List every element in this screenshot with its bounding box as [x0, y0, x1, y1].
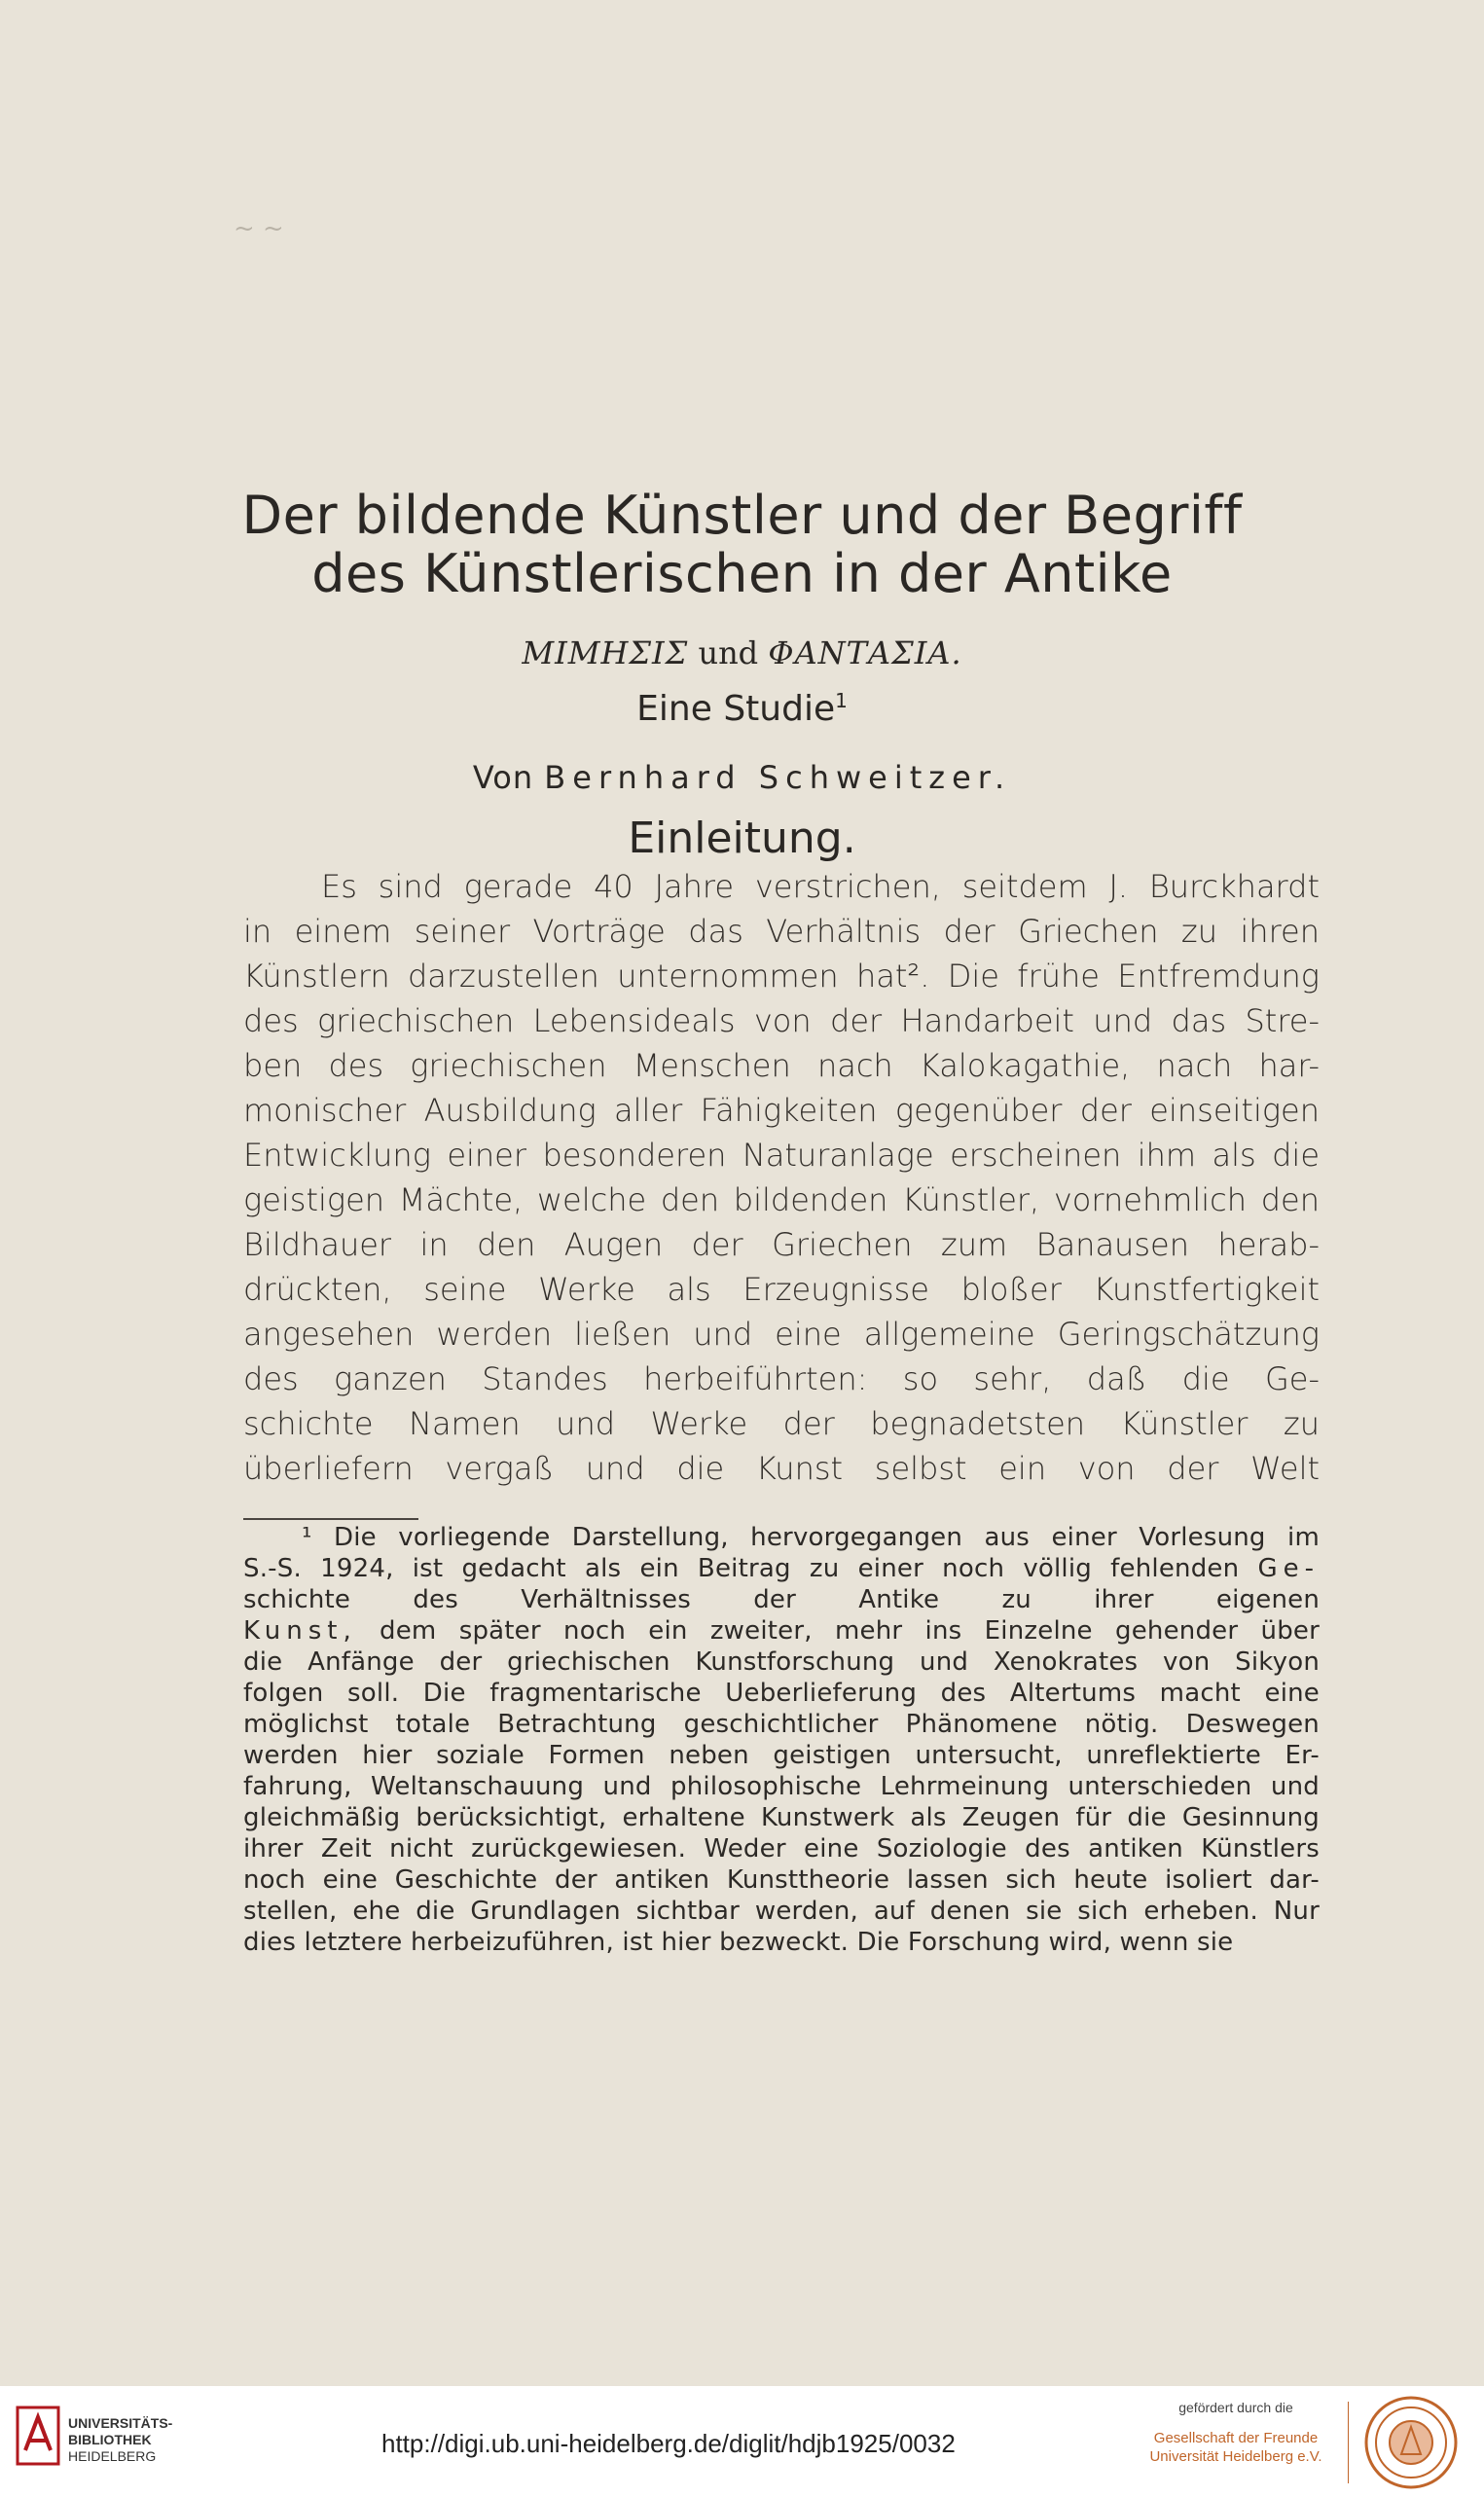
footnote-line: die Anfänge der griechischen Kunstforschung und Xenokrates von Sikyon: [243, 1647, 1320, 1677]
body-line: Künstlern darzustellen unternommen hat². Die frühe Entfremdung: [243, 958, 1320, 995]
footnote-spaced-word: Kunst,: [243, 1616, 357, 1646]
sponsor-block: [1139, 2400, 1333, 2466]
sponsor-name-line[interactable]: Gesellschaft der Freunde: [1153, 2430, 1319, 2446]
footnote-spaced-line: schichte des Verhältnisses der Antike zu ihrer eigenen: [243, 1585, 1320, 1614]
university-logo-icon[interactable]: [16, 2406, 60, 2466]
footnote-divider: [243, 1518, 418, 1520]
body-line: des ganzen Standes herbeiführten: so sehr, daß die Ge-: [243, 1360, 1320, 1397]
footnote-line: möglichst totale Betrachtung geschichtlicher Phänomene nötig. Deswegen: [243, 1710, 1320, 1739]
body-line: Entwicklung einer besonderen Naturanlage erscheinen ihm als die: [243, 1137, 1320, 1174]
footnote-line: ¹ Die vorliegende Darstellung, hervorgegangen aus einer Vorlesung im: [302, 1523, 1320, 1552]
author-prefix: Von: [472, 759, 534, 796]
subtitle-und: und: [698, 634, 759, 671]
body-line: Es sind gerade 40 Jahre verstrichen, seitdem J. Burckhardt: [321, 868, 1320, 905]
uni-name-line: UNIVERSITÄTS-: [68, 2415, 173, 2431]
body-line: ben des griechischen Menschen nach Kalokagathie, nach har-: [243, 1047, 1320, 1084]
footnote-line-part: S.-S. 1924, ist gedacht als ein Beitrag zu einer noch völlig fehlenden: [243, 1554, 1240, 1583]
body-line: überliefern vergaß und die Kunst selbst ein von der Welt: [243, 1450, 1320, 1487]
body-line: angesehen werden ließen und eine allgemeine Geringschätzung: [243, 1316, 1320, 1353]
author-line: [0, 759, 1484, 796]
footnote-line: noch eine Geschichte der antiken Kunsttheorie lassen sich heute isoliert dar-: [243, 1865, 1320, 1895]
footnote-line: gleichmäßig berücksichtigt, erhaltene Kunstwerk als Zeugen für die Gesinnung: [243, 1803, 1320, 1832]
section-title: Einleitung.: [628, 814, 856, 863]
footnote-line-part: dem später noch ein zweiter, mehr ins Einzelne gehender über: [380, 1616, 1320, 1646]
permalink-url[interactable]: http://digi.ub.uni-heidelberg.de/diglit/hdjb1925/0032: [381, 2429, 956, 2458]
university-seal-icon: [1362, 2394, 1460, 2491]
footnote-spaced-word: Ge-: [1257, 1554, 1320, 1583]
study-footnote-ref: 1: [835, 689, 848, 712]
footnote-line: [243, 1553, 1320, 1584]
footnote-line: folgen soll. Die fragmentarische Ueberlieferung des Altertums macht eine: [243, 1679, 1320, 1708]
body-text: [243, 864, 1320, 1491]
footer-bar: [0, 2386, 1484, 2497]
footnote-line: stellen, ehe die Grundlagen sichtbar werden, auf denen sie sich erheben. Nur: [243, 1897, 1320, 1926]
author-name: Bernhard Schweitzer.: [544, 759, 1012, 796]
subtitle-greek-phantasia: ΦΑΝΤΑΣΙΑ.: [768, 634, 962, 671]
body-line: schichte Namen und Werke der begnadetsten Künstler zu: [243, 1405, 1320, 1442]
uni-name-line: BIBLIOTHEK: [68, 2432, 152, 2447]
footnote-line: [243, 1615, 1320, 1647]
footnote-line: ihrer Zeit nicht zurückgewiesen. Weder eine Soziologie des antiken Künstlers: [243, 1834, 1320, 1864]
study-label: [0, 689, 1484, 729]
body-line: drückten, seine Werke als Erzeugnisse bloßer Kunstfertigkeit: [243, 1271, 1320, 1308]
footnote: [243, 1522, 1320, 1958]
uni-name-line: HEIDELBERG: [68, 2448, 157, 2464]
bleed-through-mark: ~ ~: [234, 214, 284, 243]
footnote-line: dies letztere herbeizuführen, ist hier bezweckt. Die Forschung wird, wenn sie: [243, 1928, 1234, 1957]
footnote-line: werden hier soziale Formen neben geistigen untersucht, unreflektierte Er-: [243, 1741, 1320, 1770]
footnote-line: fahrung, Weltanschauung und philosophische Lehrmeinung unterschieden und: [243, 1772, 1320, 1801]
footer-divider: [1348, 2402, 1349, 2483]
sponsor-name-line[interactable]: Universität Heidelberg e.V.: [1149, 2448, 1322, 2465]
university-library-name: [68, 2415, 172, 2465]
article-subtitle: [0, 634, 1484, 671]
body-line: in einem seiner Vorträge das Verhältnis der Griechen zu ihren: [243, 913, 1320, 950]
study-text: Eine Studie: [636, 689, 836, 729]
article-title-line2: des Künstlerischen in der Antike: [311, 543, 1173, 604]
subtitle-greek-mimesis: ΜΙΜΗΣΙΣ: [522, 634, 689, 671]
body-line: Bildhauer in den Augen der Griechen zum Banausen herab-: [243, 1226, 1320, 1263]
sponsor-label: gefördert durch die: [1178, 2400, 1293, 2415]
article-title-line1: Der bildende Künstler und der Begriff: [241, 485, 1243, 546]
body-line: monischer Ausbildung aller Fähigkeiten gegenüber der einseitigen: [243, 1092, 1320, 1129]
body-line: des griechischen Lebensideals von der Handarbeit und das Stre-: [243, 1002, 1320, 1039]
body-line: geistigen Mächte, welche den bildenden Künstler, vornehmlich den: [243, 1181, 1320, 1218]
